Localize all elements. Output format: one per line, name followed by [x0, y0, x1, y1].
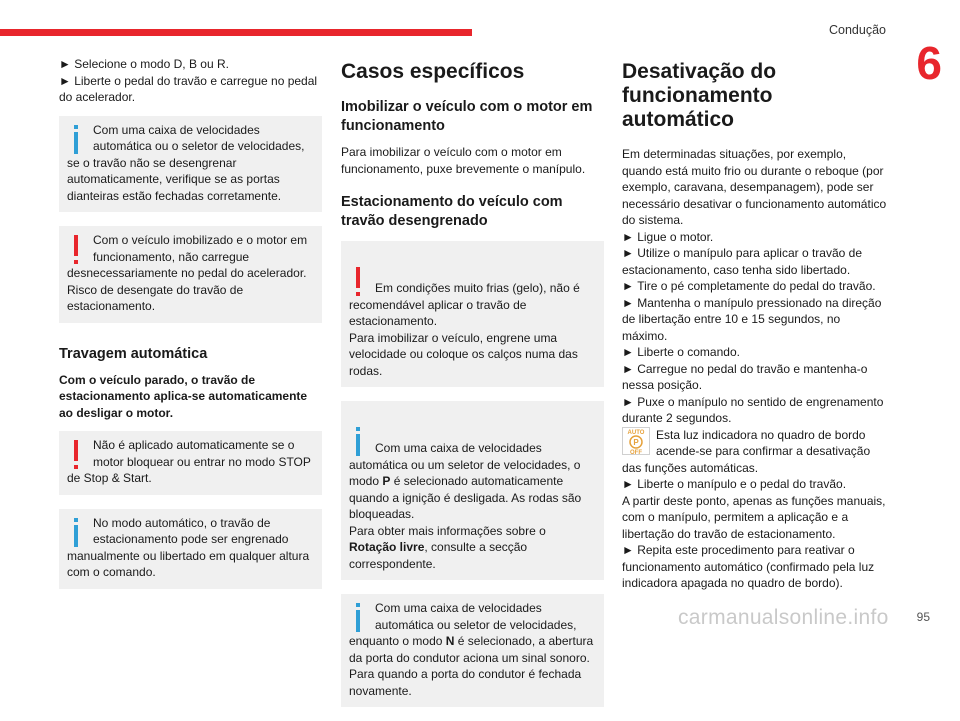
column-1 [59, 56, 322, 603]
warning-icon [69, 440, 85, 470]
warning-note-accelerator: Com o veículo imobilizado e o motor em funcionamento, não carregue desnecessariamente no pedal do acelerador. Risco de desengate do travão de estacionamento. [59, 226, 322, 323]
step-item: ► Tire o pé completamente do pedal do travão. [622, 278, 887, 295]
step-item: ► Puxe o manípulo no sentido de engrenamento durante 2 segundos. [622, 394, 887, 427]
info-icon [69, 125, 85, 155]
heading-immobilize: Imobilizar o veículo com o motor em funcionamento [341, 99, 593, 134]
step-release-brake: ► Liberte o pedal do travão e carregue no pedal do acelerador. [59, 73, 322, 106]
info-note-mode-p: Com uma caixa de velocidades automática ou um seletor de velocidades, o modo P é selecionado automaticamente quando a ignição é desligada. As rodas são bloqueadas. Para obter mais informações sobre o Rotação livre, consulte a secção correspondente. [341, 401, 604, 580]
heading-parking-disengaged: Estacionamento do veículo com travão desengrenado [341, 194, 563, 229]
title-special-cases: Casos específicos [341, 60, 525, 83]
immobilize-text: Para imobilizar o veículo com o motor em funcionamento, puxe brevemente o manípulo. [341, 145, 586, 176]
step-item: ► Liberte o comando. [622, 344, 887, 361]
indicator-light-text: AUTO P OFF Esta luz indicadora no quadro de bordo acende-se para confirmar a desativação das funções automáticas. [622, 427, 871, 475]
deactivation-outro: A partir deste ponto, apenas as funções manuais, com o manípulo, permitem a aplicação e a libertação do travão de estacionamento. [622, 493, 886, 541]
step-reactivate: ► Repita este procedimento para reativar o funcionamento automático (confirmado pela luz indicadora apagada no quadro de bordo). [622, 542, 887, 592]
step-item: ► Mantenha o manípulo pressionado na direção de libertação entre 10 e 15 segundos, no máximo. [622, 295, 887, 345]
auto-braking-description: Com o veículo parado, o travão de estacionamento aplica-se automaticamente ao desligar o motor. [59, 372, 308, 420]
auto-p-off-warning-light-icon [622, 427, 650, 455]
warning-icon [351, 267, 367, 297]
section-title: Condução [829, 23, 886, 37]
title-deactivation: Desativação do funcionamento automático [622, 60, 777, 131]
watermark: carmanualsonline.info [678, 606, 889, 629]
step-item: ► Utilize o manípulo para aplicar o travão de estacionamento, caso tenha sido libertado. [622, 245, 887, 278]
warning-note-cold: Em condições muito frias (gelo), não é recomendável aplicar o travão de estacionamento. Para imobilizar o veículo, engrene uma velocidade ou coloque os calços numa das rodas. [341, 241, 604, 387]
svg-text:AUTO: AUTO [627, 429, 645, 436]
info-note-auto-mode: No modo automático, o travão de estacionamento pode ser engrenado manualmente ou libertado em qualquer altura com o comando. [59, 509, 322, 589]
svg-text:OFF: OFF [630, 449, 642, 455]
column-3 [622, 56, 887, 592]
page-number: 95 [916, 610, 930, 624]
warning-icon [69, 235, 85, 265]
chapter-number: 6 [916, 37, 942, 89]
step-item: ► Ligue o motor. [622, 229, 887, 246]
info-icon [351, 427, 367, 457]
column-2 [341, 56, 604, 721]
step-select-mode: ► Selecione o modo D, B ou R. [59, 56, 322, 73]
header-accent-bar [0, 29, 472, 36]
warning-note-stop-start: Não é aplicado automaticamente se o motor bloquear ou entrar no modo STOP de Stop & Start. [59, 431, 322, 495]
step-item: ► Carregue no pedal do travão e mantenha-o nessa posição. [622, 361, 887, 394]
info-note-mode-n: Com uma caixa de velocidades automática ou seletor de velocidades, enquanto o modo N é selecionado, a abertura da porta do condutor aciona um sinal sonoro. Para quando a porta do condutor é fechada novamente. [341, 594, 604, 707]
deactivation-intro: Em determinadas situações, por exemplo, quando está muito frio ou durante o reboque (por exemplo, caravana, desempanagem), pode ser necessário desativar o funcionamento automático do sistema. [622, 147, 887, 227]
info-icon [351, 603, 367, 633]
step-release-all: ► Liberte o manípulo e o pedal do travão. [622, 476, 887, 493]
heading-auto-braking: Travagem automática [59, 345, 208, 362]
svg-text:P: P [633, 437, 639, 447]
info-icon [69, 518, 85, 548]
info-note-doors: Com uma caixa de velocidades automática ou o seletor de velocidades, se o travão não se desengrenar automaticamente, verifique se as portas dianteiras estão fechadas corretamente. [59, 116, 322, 213]
